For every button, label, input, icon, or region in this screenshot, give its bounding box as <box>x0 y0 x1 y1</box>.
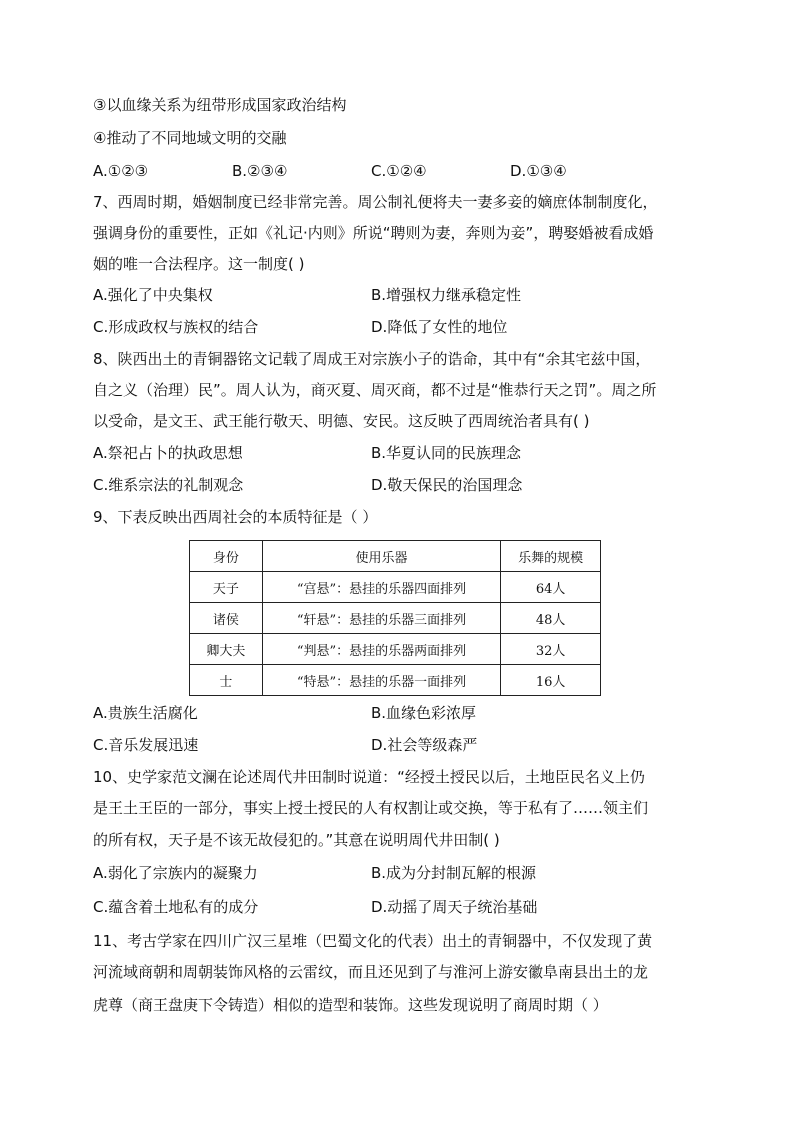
q9-option-a[interactable]: A.贵族生活腐化 <box>93 704 198 722</box>
q9-option-b[interactable]: B.血缘色彩浓厚 <box>371 704 477 722</box>
table-header-cell: 乐舞的规模 <box>501 541 601 572</box>
q8-option-a[interactable]: A.祭祀占卜的执政思想 <box>93 444 243 462</box>
q11-stem-line-2: 河流域商朝和周朝装饰风格的云雷纹，而且还见到了与淮河上游安徽阜南县出土的龙 <box>93 963 649 981</box>
q8-option-c[interactable]: C.维系宗法的礼制观念 <box>93 476 244 494</box>
table-cell: 诸侯 <box>190 603 263 634</box>
table-header-cell: 身份 <box>190 541 263 572</box>
q7-option-b[interactable]: B.增强权力继承稳定性 <box>371 286 522 304</box>
q10-option-b[interactable]: B.成为分封制瓦解的根源 <box>371 864 537 882</box>
q10-stem-line-3: 的所有权，天子是不该无故侵犯的。”其意在说明周代井田制( ) <box>93 831 500 849</box>
table-row <box>190 665 601 696</box>
prev-item-4: ④推动了不同地域文明的交融 <box>93 129 287 147</box>
q10-option-c[interactable]: C.蕴含着土地私有的成分 <box>93 898 259 916</box>
table-cell: 32人 <box>501 634 601 665</box>
table-row <box>190 634 601 665</box>
music-ritual-table <box>189 540 601 696</box>
table-cell: 16人 <box>501 665 601 696</box>
q10-stem-line-2: 是王土王臣的一部分，事实上授土授民的人有权割让或交换，等于私有了……领主们 <box>93 799 649 817</box>
q8-option-d[interactable]: D.敬天保民的治国理念 <box>371 476 523 494</box>
table-header-row <box>190 541 601 572</box>
table-cell: 天子 <box>190 572 263 603</box>
q7-option-d[interactable]: D.降低了女性的地位 <box>371 318 508 336</box>
table-row <box>190 572 601 603</box>
table-cell: “宫悬”：悬挂的乐器四面排列 <box>262 572 500 603</box>
q9-option-d[interactable]: D.社会等级森严 <box>371 736 478 754</box>
table-cell: “特悬”：悬挂的乐器一面排列 <box>262 665 500 696</box>
q8-stem-line-2: 自之义（治理）民”。周人认为，商灭夏、周灭商，都不过是“惟恭行天之罚”。周之所 <box>93 381 657 399</box>
table-cell: 士 <box>190 665 263 696</box>
table-row <box>190 603 601 634</box>
table-cell: “轩悬”：悬挂的乐器三面排列 <box>262 603 500 634</box>
prev-option-c[interactable]: C.①②④ <box>371 162 427 180</box>
q10-stem-line-1: 10、史学家范文澜在论述周代井田制时说道：“经授土授民以后，土地臣民名义上仍 <box>93 768 645 786</box>
table-cell: 卿大夫 <box>190 634 263 665</box>
q9-option-c[interactable]: C.音乐发展迅速 <box>93 736 199 754</box>
q10-option-d[interactable]: D.动摇了周天子统治基础 <box>371 898 538 916</box>
prev-item-3: ③以血缘关系为纽带形成国家政治结构 <box>93 96 347 114</box>
prev-option-a[interactable]: A.①②③ <box>93 162 149 180</box>
table-cell: 48人 <box>501 603 601 634</box>
q10-option-a[interactable]: A.弱化了宗族内的凝聚力 <box>93 864 258 882</box>
q7-stem-line-1: 7、西周时期，婚姻制度已经非常完善。周公制礼便将夫一妻多妾的嫡庶体制制度化， <box>93 193 658 211</box>
table-header-cell: 使用乐器 <box>262 541 500 572</box>
q7-stem-line-2: 强调身份的重要性，正如《礼记·内则》所说“聘则为妻，奔则为妾”，聘娶婚被看成婚 <box>93 224 654 242</box>
q11-stem-line-3: 虎尊（商王盘庚下令铸造）相似的造型和装饰。这些发现说明了商周时期（ ） <box>93 996 608 1014</box>
q7-option-a[interactable]: A.强化了中央集权 <box>93 286 213 304</box>
q8-stem-line-1: 8、陕西出土的青铜器铭文记载了周成王对宗族小子的诰命，其中有“余其宅兹中国， <box>93 350 651 368</box>
prev-option-b[interactable]: B.②③④ <box>232 162 288 180</box>
q8-stem-line-3: 以受命，是文王、武王能行敬天、明德、安民。这反映了西周统治者具有( ) <box>93 412 590 430</box>
table-cell: 64人 <box>501 572 601 603</box>
q8-option-b[interactable]: B.华夏认同的民族理念 <box>371 444 522 462</box>
q9-stem: 9、下表反映出西周社会的本质特征是（ ） <box>93 508 378 526</box>
q7-stem-line-3: 姻的唯一合法程序。这一制度( ) <box>93 255 305 273</box>
prev-option-d[interactable]: D.①③④ <box>510 162 567 180</box>
table-cell: “判悬”：悬挂的乐器两面排列 <box>262 634 500 665</box>
q7-option-c[interactable]: C.形成政权与族权的结合 <box>93 318 259 336</box>
q11-stem-line-1: 11、考古学家在四川广汉三星堆（巴蜀文化的代表）出土的青铜器中，不仅发现了黄 <box>93 932 653 950</box>
